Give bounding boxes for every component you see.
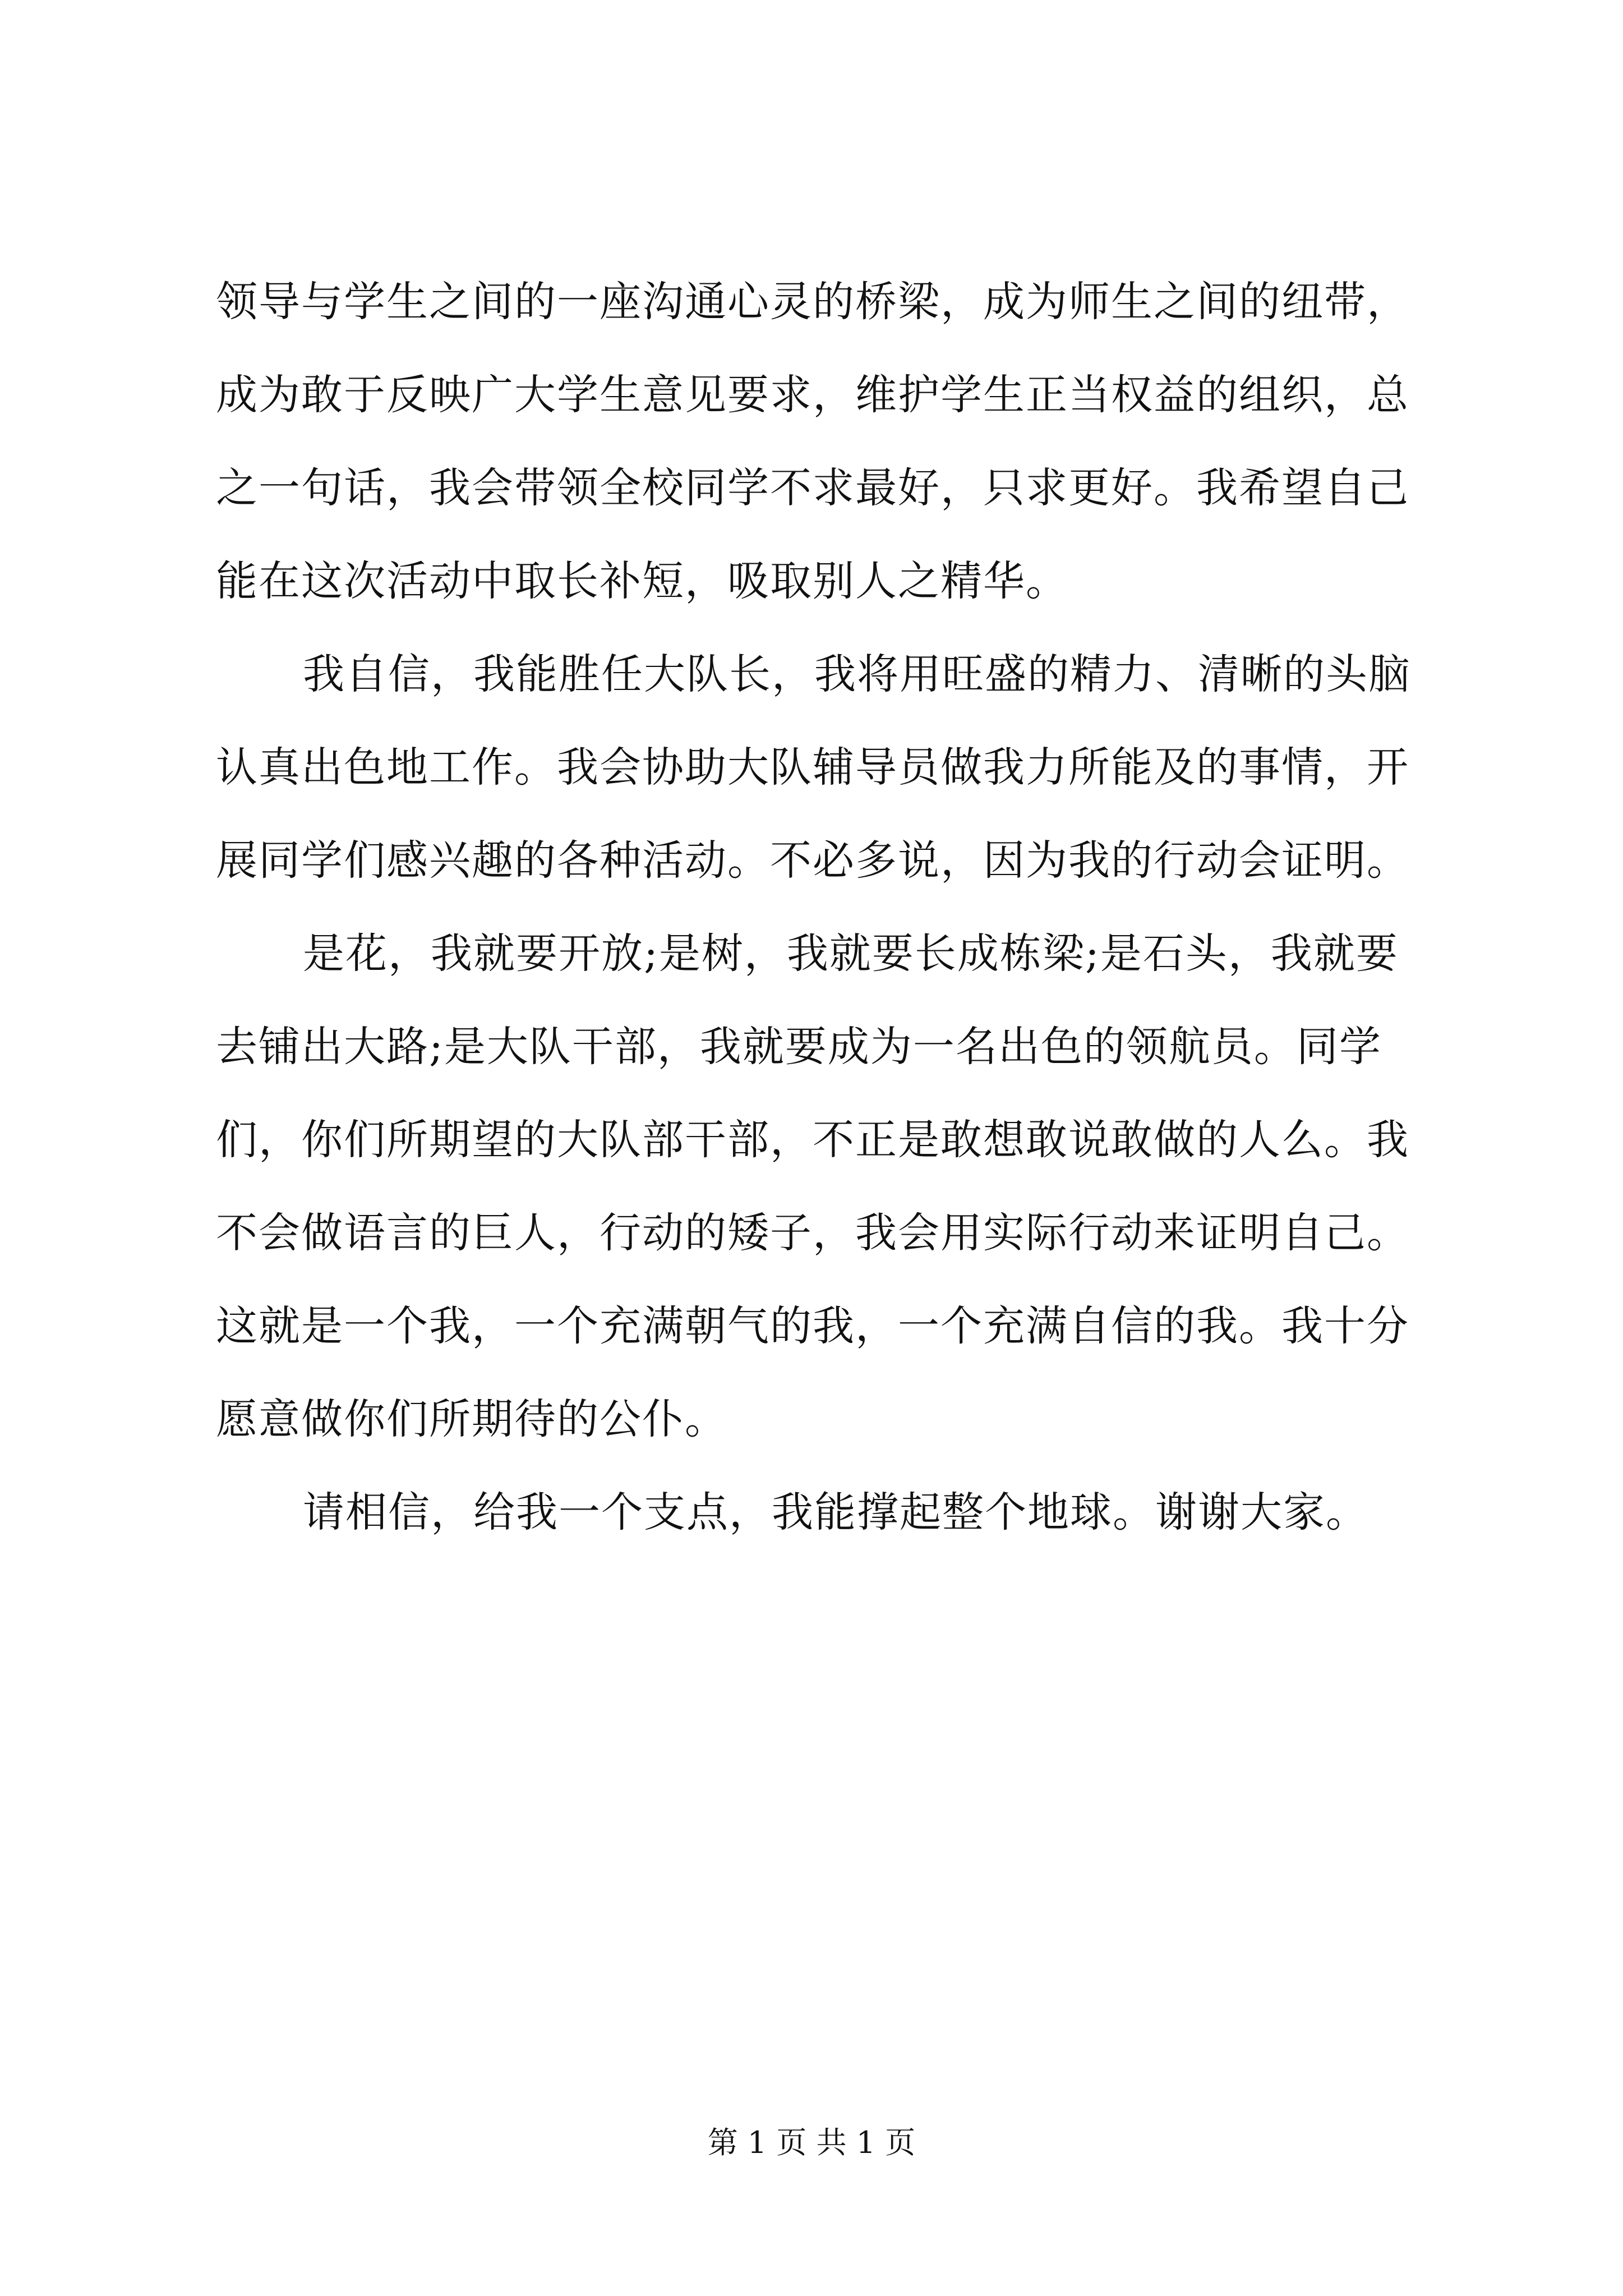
text-line: 去铺出大路;是大队干部，我就要成为一名出色的领航员。同学 <box>216 1023 1382 1071</box>
text-line: 之一句话，我会带领全校同学不求最好，只求更好。我希望自己 <box>216 464 1409 512</box>
text-line: 愿意做你们所期待的公仆。 <box>216 1395 727 1443</box>
text-line-paragraph-start: 是花，我就要开放;是树，我就要长成栋梁;是石头，我就要 <box>303 930 1399 978</box>
text-line: 成为敢于反映广大学生意见要求，维护学生正当权益的组织，总 <box>216 371 1409 419</box>
text-line: 领导与学生之间的一座沟通心灵的桥梁，成为师生之间的纽带， <box>216 278 1409 326</box>
text-line-paragraph-start: 我自信，我能胜任大队长，我将用旺盛的精力、清晰的头脑 <box>303 650 1411 698</box>
body-text <box>216 255 1427 1559</box>
text-line-paragraph-start: 请相信，给我一个支点，我能撑起整个地球。谢谢大家。 <box>303 1488 1368 1536</box>
text-line: 们，你们所期望的大队部干部，不正是敢想敢说敢做的人么。我 <box>216 1116 1409 1164</box>
text-line: 这就是一个我，一个充满朝气的我，一个充满自信的我。我十分 <box>216 1302 1409 1350</box>
text-line: 不会做语言的巨人，行动的矮子，我会用实际行动来证明自己。 <box>216 1209 1409 1257</box>
text-line: 认真出色地工作。我会协助大队辅导员做我力所能及的事情，开 <box>216 743 1409 792</box>
text-line: 能在这次活动中取长补短，吸取别人之精华。 <box>216 557 1068 605</box>
page-number-footer: 第 1 页 共 1 页 <box>707 2125 916 2160</box>
text-line: 展同学们感兴趣的各种活动。不必多说，因为我的行动会证明。 <box>216 836 1409 885</box>
